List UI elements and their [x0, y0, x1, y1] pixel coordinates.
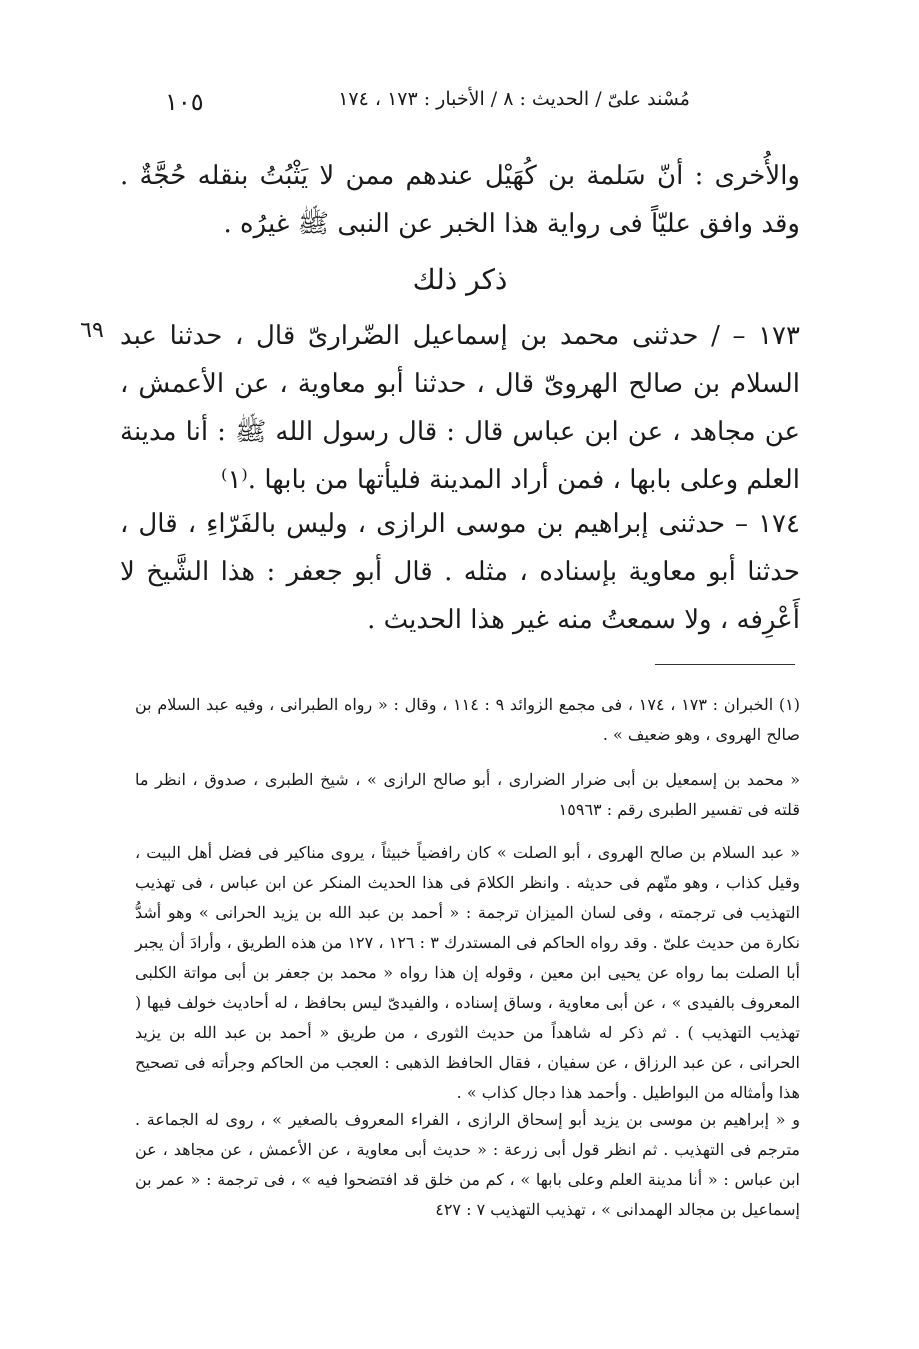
- footnote-2: « محمد بن إسمعيل بن أبى ضرار الضرارى ، أبو صالح الرازى » ، شيخ الطبرى ، صدوق ، انظر ما قلته فى تفسير الطبرى رقم : ١٥٩٦٣: [135, 770, 800, 819]
- hadith-173-paragraph: ١٧٣ – / حدثنى محمد بن إسماعيل الضّرارىّ قال ، حدثنا عبد السلام بن صالح الهروىّ قال ، حدثنا أبو معاوية ، عن الأعمش ، عن مجاهد ، عن ابن عباس قال : قال رسول الله ﷺ : أنا مدينة العلم وعلى بابها ، فمن أراد المدينة فليأتها من بابها .⁽١⁾: [120, 321, 800, 495]
- footnote-4: و « إبراهيم بن موسى بن يزيد أبو إسحاق الرازى ، الفراء المعروف بالصغير » ، روى له الجماعة . مترجم فى التهذيب . ثم انظر قول أبى زرعة : « حديث أبى معاوية ، عن الأعمش ، عن مجاهد ، عن ابن عباس : « أنا مدينة العلم وعلى بابها » ، كم من خلق قد افتضحوا فيه » ، فى ترجمة : « عمر بن إسماعيل بن مجالد الهمدانى » ، تهذيب التهذيب ٧ : ٤٢٧: [135, 1110, 800, 1219]
- footnote-3: « عبد السلام بن صالح الهروى ، أبو الصلت » كان رافضياً خبيثاً ، يروى مناكير فى فضل أهل البيت ، وقيل كذاب ، وهو متّهم فى حديثه . وانظر الكلامَ فى هذا الحديث المنكر عن ابن عباس ، فى تهذيب التهذيب فى ترجمته ، وفى لسان الميزان ترجمة : « أحمد بن عبد الله بن يزيد الحرانى » وهو أشدُّ نكارة من حديث علىّ . وقد رواه الحاكم فى المستدرك ٣ : ١٢٦ ، ١٢٧ من هذه الطريق ، وأرادَ أن يجبر أبا الصلت بما رواه عن يحيى ابن معين ، وقوله إن هذا رواه « محمد بن جعفر بن أبى مواتة الكلبى المعروف بالفيدى » ، عن أبى معاوية ، وساق إسناده ، والفيدىّ ليس بحافظ ، له أحاديث خولف فيها ( تهذيب التهذيب ) . ثم ذكر له شاهداً من حديث الثورى ، من طريق « أحمد بن عبد الله بن يزيد الحرانى ، عن عبد الرزاق ، عن سفيان ، فقال الحافظ الذهبى : العجب من الحاكم وجرأته فى تصحيح هذا وأمثاله من البواطيل . وأحمد هذا دجال كذاب » .: [135, 843, 801, 1102]
- footnote-divider: [655, 664, 795, 665]
- running-header-title: مُسْند علىّ / الحديث : ٨ / الأخبار : ١٧٣ ، ١٧٤: [338, 88, 690, 110]
- page-number: ١٠٥: [165, 88, 204, 116]
- footnote-1: (١) الخبران : ١٧٣ ، ١٧٤ ، فى مجمع الزوائد ٩ : ١١٤ ، وقال : « رواه الطبرانى ، وفيه عبد السلام بن صالح الهروى ، وهو ضعيف » .: [135, 695, 801, 744]
- margin-number: ٦٩: [80, 318, 104, 343]
- intro-paragraph: والأُخرى : أنّ سَلمة بن كُهَيْل عندهم ممن لا يَثْبُتُ بنقله حُجَّةٌ . وقد وافق عليّاً فى رواية هذا الخبر عن النبى ﷺ غيرُه .: [120, 161, 800, 239]
- hadith-174-paragraph: ١٧٤ – حدثنى إبراهيم بن موسى الرازى ، وليس بالفَرّاءِ ، قال ، حدثنا أبو معاوية بإسناده ، مثله . قال أبو جعفر : هذا الشَّيخ لا أَعْرِفه ، ولا سمعتُ منه غير هذا الحديث .: [120, 509, 800, 635]
- section-title: ذكر ذلك: [412, 263, 508, 296]
